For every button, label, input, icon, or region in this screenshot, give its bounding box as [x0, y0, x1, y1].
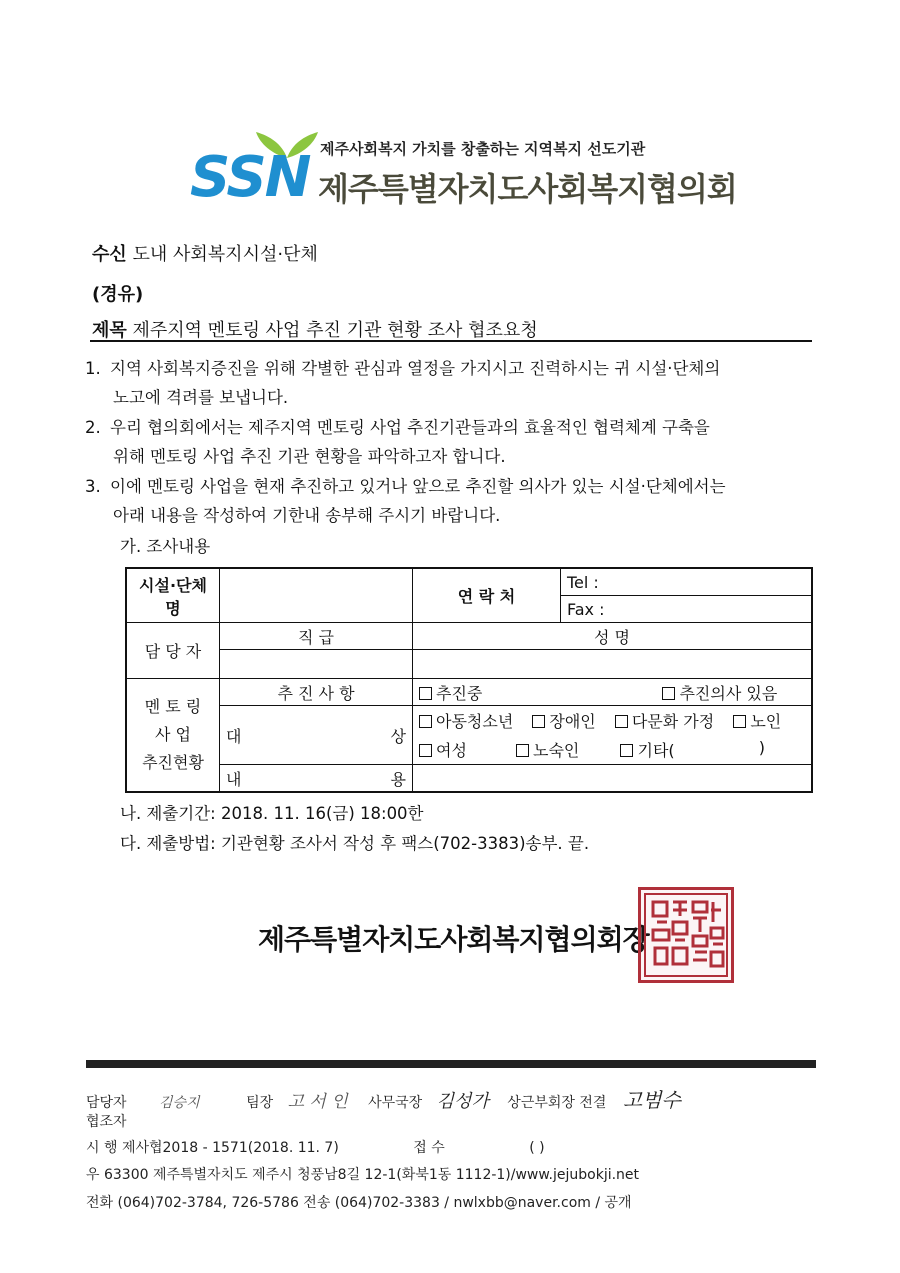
vp-signature: 고범수 — [622, 1088, 681, 1112]
sec-signature: 김성가 — [436, 1091, 489, 1112]
target-label-2: 상 — [390, 726, 406, 746]
option-label: 여성 — [436, 741, 467, 760]
enforcement-line — [86, 1137, 816, 1157]
subject-divider — [90, 340, 812, 342]
checkbox-icon — [615, 715, 628, 728]
receipt-label: 접 수 — [413, 1140, 445, 1156]
content-label-1: 내 — [226, 769, 242, 789]
option-label: 기타( — [637, 741, 675, 760]
sub-a: 가. 조사내용 — [120, 537, 211, 556]
facility-label: 시설·단체명 — [126, 568, 220, 623]
slogan: 제주사회복지 가치를 창출하는 지역복지 선도기관 — [320, 140, 646, 158]
checkbox-women[interactable] — [419, 741, 467, 760]
mentoring-label-3: 추진현황 — [142, 753, 204, 772]
tel-field[interactable] — [561, 568, 813, 596]
content-input[interactable] — [413, 765, 813, 793]
checkbox-icon — [620, 744, 633, 757]
checkbox-homeless[interactable] — [516, 741, 579, 760]
body-item-2 — [85, 413, 837, 471]
item-text-cont: 노고에 격려를 보냅니다. — [113, 388, 289, 407]
logo-mark: SSN — [190, 145, 310, 210]
sub-c: 다. 제출방법: 기관현황 조사서 작성 후 팩스(702-3383)송부. 끝. — [120, 834, 590, 853]
contact-line: 전화 (064)702-3784, 726-5786 전송 (064)702-3383 / nwlxbb@naver.com / 공개 — [86, 1195, 632, 1211]
item-number: 3. — [85, 477, 101, 496]
recipient-value: 도내 사회복지시설·단체 — [132, 244, 318, 265]
fax-label: Fax : — [567, 599, 605, 619]
name-label: 성 명 — [413, 623, 813, 650]
team-signature: 고 서 인 — [287, 1092, 348, 1112]
content-label-2: 용 — [390, 769, 406, 789]
mentoring-label-1: 멘 토 링 — [144, 697, 202, 716]
sub-b: 나. 제출기간: 2018. 11. 16(금) 18:00한 — [120, 804, 424, 823]
tel-label: Tel : — [567, 572, 599, 592]
sec-approval-label: 사무국장 — [368, 1095, 423, 1111]
contact-label: 연 락 처 — [413, 568, 561, 623]
recipient-label: 수신 — [92, 244, 127, 265]
team-approval-label: 팀장 — [246, 1095, 274, 1111]
checkbox-youth[interactable] — [419, 712, 513, 731]
item-number: 1. — [85, 359, 101, 378]
checkbox-icon — [419, 687, 432, 700]
manager-signature: 김승지 — [159, 1095, 200, 1111]
checkbox-in-progress[interactable] — [419, 684, 482, 703]
option-label: 장애인 — [549, 712, 596, 731]
checkbox-disabled[interactable] — [532, 712, 595, 731]
target-options-row2 — [413, 735, 813, 765]
checkbox-icon — [532, 715, 545, 728]
item-text: 우리 협의회에서는 제주지역 멘토링 사업 추진기관들과의 효율적인 협력체계 구축을 — [110, 418, 710, 437]
option-label: 아동청소년 — [436, 712, 514, 731]
option-label: 추진중 — [436, 683, 483, 703]
footer-divider — [86, 1060, 816, 1068]
manager-label: 담 당 자 — [126, 623, 220, 679]
enforcement-number: 시 행 제사협2018 - 1571(2018. 11. 7) — [86, 1140, 339, 1156]
body-item-3 — [85, 472, 837, 530]
position-label: 직 급 — [220, 623, 413, 650]
receipt-value: ( ) — [529, 1140, 545, 1156]
item-text: 지역 사회복지증진을 위해 각별한 관심과 열정을 가지시고 진력하시는 귀 시설·단체의 — [110, 359, 721, 378]
checkbox-icon — [419, 744, 432, 757]
checkbox-multicultural[interactable] — [615, 712, 714, 731]
item-text: 이에 멘토링 사업을 현재 추진하고 있거나 앞으로 추진할 의사가 있는 시설·단체에서는 — [110, 477, 726, 496]
checkbox-elderly[interactable] — [733, 712, 781, 731]
checkbox-icon — [733, 715, 746, 728]
subject-line — [92, 316, 538, 342]
name-input[interactable] — [413, 650, 813, 679]
target-label-1: 대 — [226, 726, 242, 746]
option-label: 다문화 가정 — [631, 712, 715, 731]
subject-label: 제목 — [92, 320, 127, 341]
manager-approval-label: 담당자 — [86, 1095, 127, 1111]
vp-approval-label: 상근부회장 전결 — [507, 1095, 607, 1111]
target-label — [220, 706, 413, 765]
seal-icon — [641, 890, 731, 980]
recipient-line — [92, 240, 318, 266]
target-options-row1 — [413, 706, 813, 736]
header-logo — [190, 130, 750, 210]
checkbox-icon — [516, 744, 529, 757]
position-input[interactable] — [220, 650, 413, 679]
via-line: (경유) — [92, 284, 144, 305]
body-item-1 — [85, 354, 837, 412]
cooperator-line: 협조자 — [86, 1114, 127, 1130]
approval-line — [86, 1084, 816, 1113]
checkbox-icon — [662, 687, 675, 700]
item-number: 2. — [85, 418, 101, 437]
option-label: 노인 — [750, 712, 782, 731]
content-label — [220, 765, 413, 793]
checkbox-other[interactable] — [620, 741, 674, 760]
org-name: 제주특별자치도사회복지협의회 — [318, 170, 737, 208]
address-line: 우 63300 제주특별자치도 제주시 청풍남8길 12-1(화북1동 1112-1)/www.jejubokji.net — [86, 1167, 640, 1183]
other-close: ) — [758, 738, 765, 757]
mentoring-label — [126, 679, 220, 793]
signature-title: 제주특별자치도사회복지협의회장 — [258, 923, 649, 956]
official-seal — [638, 887, 734, 983]
progress-options — [413, 679, 813, 706]
fax-field[interactable] — [561, 596, 813, 623]
survey-table — [125, 567, 813, 793]
mentoring-label-2: 사 업 — [155, 725, 191, 744]
item-text-cont: 아래 내용을 작성하여 기한내 송부해 주시기 바랍니다. — [113, 506, 501, 525]
option-label: 추진의사 있음 — [679, 683, 778, 703]
checkbox-icon — [419, 715, 432, 728]
facility-input[interactable] — [220, 568, 413, 623]
subject-value: 제주지역 멘토링 사업 추진 기관 현황 조사 협조요청 — [132, 320, 538, 341]
item-text-cont: 위해 멘토링 사업 추진 기관 현황을 파악하고자 합니다. — [113, 447, 506, 466]
option-label: 노숙인 — [533, 741, 580, 760]
progress-label: 추 진 사 항 — [220, 679, 413, 706]
checkbox-intend[interactable] — [662, 684, 777, 703]
